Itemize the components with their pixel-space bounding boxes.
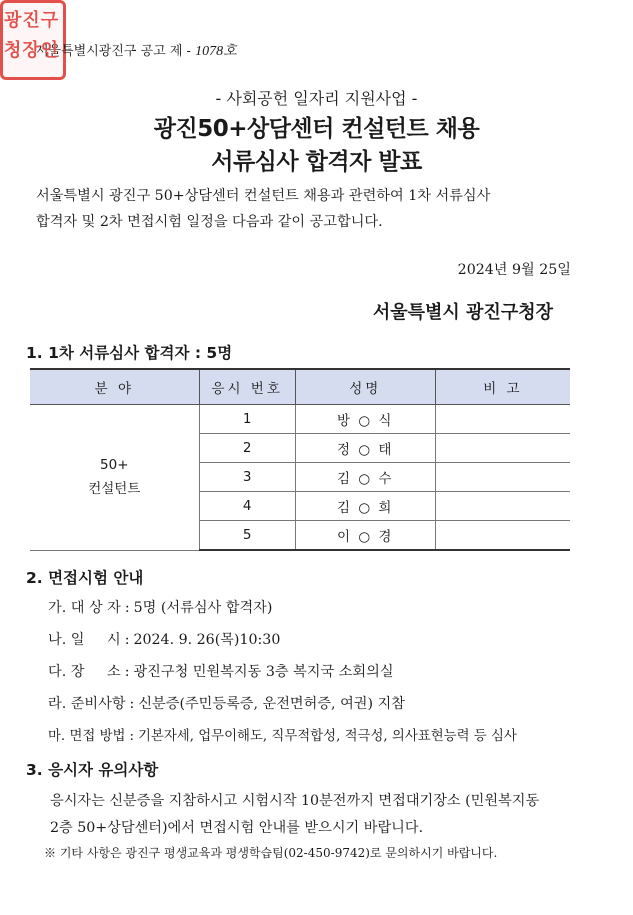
detail-value: 5명 (서류심사 합격자) [133, 600, 273, 616]
detail-value: 2024. 9. 26(목)10:30 [133, 632, 281, 648]
detail-target: 가. 대 상 자 : 5명 (서류심사 합격자) [48, 597, 272, 617]
detail-label: 다. 장 소 [48, 664, 121, 680]
applicant-remark [435, 463, 570, 492]
caution-line-2: 2층 50+상담센터)에서 면접시험 안내를 받으시기 바랍니다. [50, 820, 424, 836]
section-3-heading: 3. 응시자 유의사항 [26, 761, 159, 779]
detail-method: 마. 면접 방법 : 기본자세, 업무이해도, 직무적합성, 적극성, 의사표현능력 등 심사 [48, 725, 517, 744]
applicant-name: 김 ○ 수 [295, 463, 435, 492]
seal-text-line-2: 청장인 [4, 40, 60, 61]
issuer-name: 서울특별시 광진구청장 [372, 302, 553, 323]
field-cell [30, 405, 199, 551]
detail-label: 라. 준비사항 [48, 696, 126, 712]
detail-value: 기본자세, 업무이해도, 직무적합성, 적극성, 의사표현능력 등 심사 [137, 729, 517, 744]
detail-location: 다. 장 소 : 광진구청 민원복지동 3층 복지국 소회의실 [48, 661, 394, 681]
notice-number-line [36, 40, 237, 60]
detail-label: 마. 면접 방법 [48, 729, 126, 744]
seal-text-line-1: 광진구 [4, 10, 60, 31]
announcement-date: 2024년 9월 25일 [457, 262, 571, 278]
applicant-remark [435, 521, 570, 551]
column-header-number: 응시 번호 [199, 369, 295, 405]
applicant-name: 김 ○ 희 [295, 492, 435, 521]
field-line-1: 50+ [100, 457, 129, 474]
title-line-1: 광진50+상담센터 컨설턴트 채용 [153, 116, 480, 142]
applicant-remark [435, 434, 570, 463]
table-header-row [30, 369, 570, 405]
notice-number-handwritten: 1078호 [195, 44, 237, 59]
column-header-field: 분 야 [30, 369, 199, 405]
detail-label: 나. 일 시 [48, 632, 121, 648]
notice-prefix: 서울특별시광진구 공고 제 - [36, 44, 196, 59]
caution-line-1: 응시자는 신분증을 지참하시고 시험시작 10분전까지 면접대기장소 (민원복지동 [50, 793, 540, 809]
applicant-number: 1 [199, 405, 295, 434]
official-seal-stamp [0, 0, 66, 80]
column-header-name: 성명 [295, 369, 435, 405]
column-header-remark: 비 고 [435, 369, 570, 405]
applicant-name: 이 ○ 경 [295, 521, 435, 551]
intro-line-2: 합격자 및 2차 면접시험 일정을 다음과 같이 공고합니다. [36, 214, 383, 230]
applicant-remark [435, 405, 570, 434]
section-1-heading: 1. 1차 서류심사 합격자 : 5명 [26, 344, 233, 362]
applicant-name: 정 ○ 태 [295, 434, 435, 463]
detail-label: 가. 대 상 자 [48, 600, 121, 616]
applicant-number: 5 [199, 521, 295, 551]
intro-line-1: 서울특별시 광진구 50+상담센터 컨설턴트 채용과 관련하여 1차 서류심사 [36, 188, 491, 204]
subtitle: - 사회공헌 일자리 지원사업 - [215, 89, 418, 108]
section-2-heading: 2. 면접시험 안내 [26, 569, 144, 587]
results-table [30, 368, 570, 551]
footnote: ※ 기타 사항은 광진구 평생교육과 평생학습팀(02-450-9742)로 문의하시기 바랍니다. [44, 846, 498, 860]
applicant-name: 방 ○ 식 [295, 405, 435, 434]
applicant-remark [435, 492, 570, 521]
detail-datetime: 나. 일 시 : 2024. 9. 26(목)10:30 [48, 629, 280, 649]
detail-value: 광진구청 민원복지동 3층 복지국 소회의실 [133, 664, 394, 680]
table-row [30, 405, 570, 434]
title-line-2: 서류심사 합격자 발표 [211, 149, 422, 175]
detail-preparation: 라. 준비사항 : 신분증(주민등록증, 운전면허증, 여권) 지참 [48, 693, 405, 713]
applicant-number: 3 [199, 463, 295, 492]
field-line-2: 컨설턴트 [88, 481, 141, 498]
applicant-number: 2 [199, 434, 295, 463]
detail-value: 신분증(주민등록증, 운전면허증, 여권) 지참 [138, 696, 405, 712]
applicant-number: 4 [199, 492, 295, 521]
